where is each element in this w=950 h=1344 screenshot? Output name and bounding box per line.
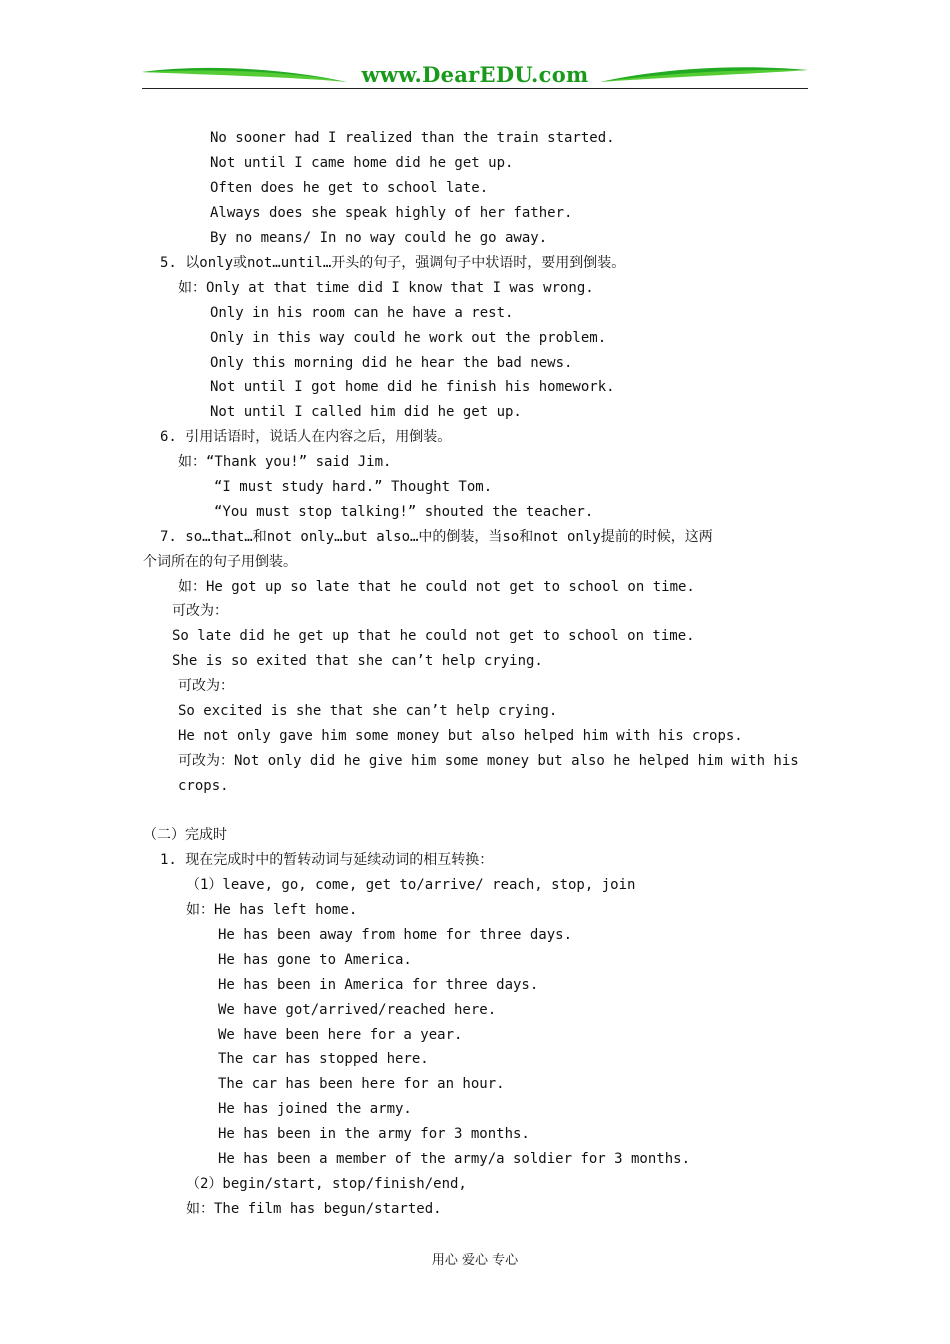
text-line: He has been a member of the army/a soldier for 3 months. [218, 1151, 691, 1167]
text-line: No sooner had I realized than the train started. [210, 130, 615, 146]
text-line: Only this morning did he hear the bad news. [210, 355, 573, 371]
text-line: Not until I called him did he get up. [210, 404, 522, 420]
text-line: 1. 现在完成时中的暂转动词与延续动词的相互转换： [160, 852, 494, 868]
text-line: We have been here for a year. [218, 1027, 463, 1043]
text-line: Not until I got home did he finish his homework. [210, 379, 615, 395]
text-line: Only in his room can he have a rest. [210, 305, 514, 321]
text-line: 5. 以only或not…until…开头的句子，强调句子中状语时，要用到倒装。 [160, 255, 626, 271]
text-line: He not only gave him some money but also helped him with his crops. [178, 728, 743, 744]
text-line: Often does he get to school late. [210, 180, 489, 196]
text-line: 6. 引用话语时，说话人在内容之后，用倒装。 [160, 429, 452, 445]
text-line: 可改为： [172, 603, 228, 619]
text-line: Only in this way could he work out the problem. [210, 330, 607, 346]
text-line: Not until I came home did he get up. [210, 155, 514, 171]
text-line: 如：He has left home. [186, 902, 358, 918]
text-line: 可改为：Not only did he give him some money but also he helped him with his [178, 753, 799, 769]
text-line: 7. so…that…和not only…but also…中的倒装，当so和not only提前的时候，这两 [160, 529, 713, 545]
site-logo: www.DearEDU.com [361, 62, 589, 87]
section-heading: （二）完成时 [143, 827, 227, 843]
text-line: She is so exited that she can’t help crying. [172, 653, 543, 669]
text-line: （2）begin/start, stop/finish/end, [186, 1176, 467, 1192]
text-line: “I must study hard.” Thought Tom. [214, 479, 493, 495]
text-line: He has joined the army. [218, 1101, 412, 1117]
page-footer: 用心 爱心 专心 [431, 1253, 519, 1268]
text-line: 如：The film has begun/started. [186, 1201, 442, 1217]
text-line: 如：“Thank you!” said Jim. [178, 454, 392, 470]
text-line: 如：He got up so late that he could not get to school on time. [178, 579, 695, 595]
header-divider [142, 88, 808, 89]
text-line: 可改为： [178, 678, 234, 694]
text-line: He has been in the army for 3 months. [218, 1126, 530, 1142]
text-line: 个词所在的句子用倒装。 [143, 554, 297, 570]
text-line: He has been away from home for three days. [218, 927, 573, 943]
text-line: By no means/ In no way could he go away. [210, 230, 548, 246]
text-line: So late did he get up that he could not get to school on time. [172, 628, 695, 644]
text-line: We have got/arrived/reached here. [218, 1002, 497, 1018]
text-line: crops. [178, 778, 229, 794]
text-line: 如：Only at that time did I know that I was wrong. [178, 280, 594, 296]
text-line: “You must stop talking!” shouted the teacher. [214, 504, 594, 520]
text-line: He has been in America for three days. [218, 977, 539, 993]
text-line: Always does she speak highly of her father. [210, 205, 573, 221]
text-line: （1）leave, go, come, get to/arrive/ reach, stop, join [186, 877, 636, 893]
text-line: So excited is she that she can’t help crying. [178, 703, 558, 719]
text-line: The car has been here for an hour. [218, 1076, 505, 1092]
text-line: He has gone to America. [218, 952, 412, 968]
text-line: The car has stopped here. [218, 1051, 429, 1067]
